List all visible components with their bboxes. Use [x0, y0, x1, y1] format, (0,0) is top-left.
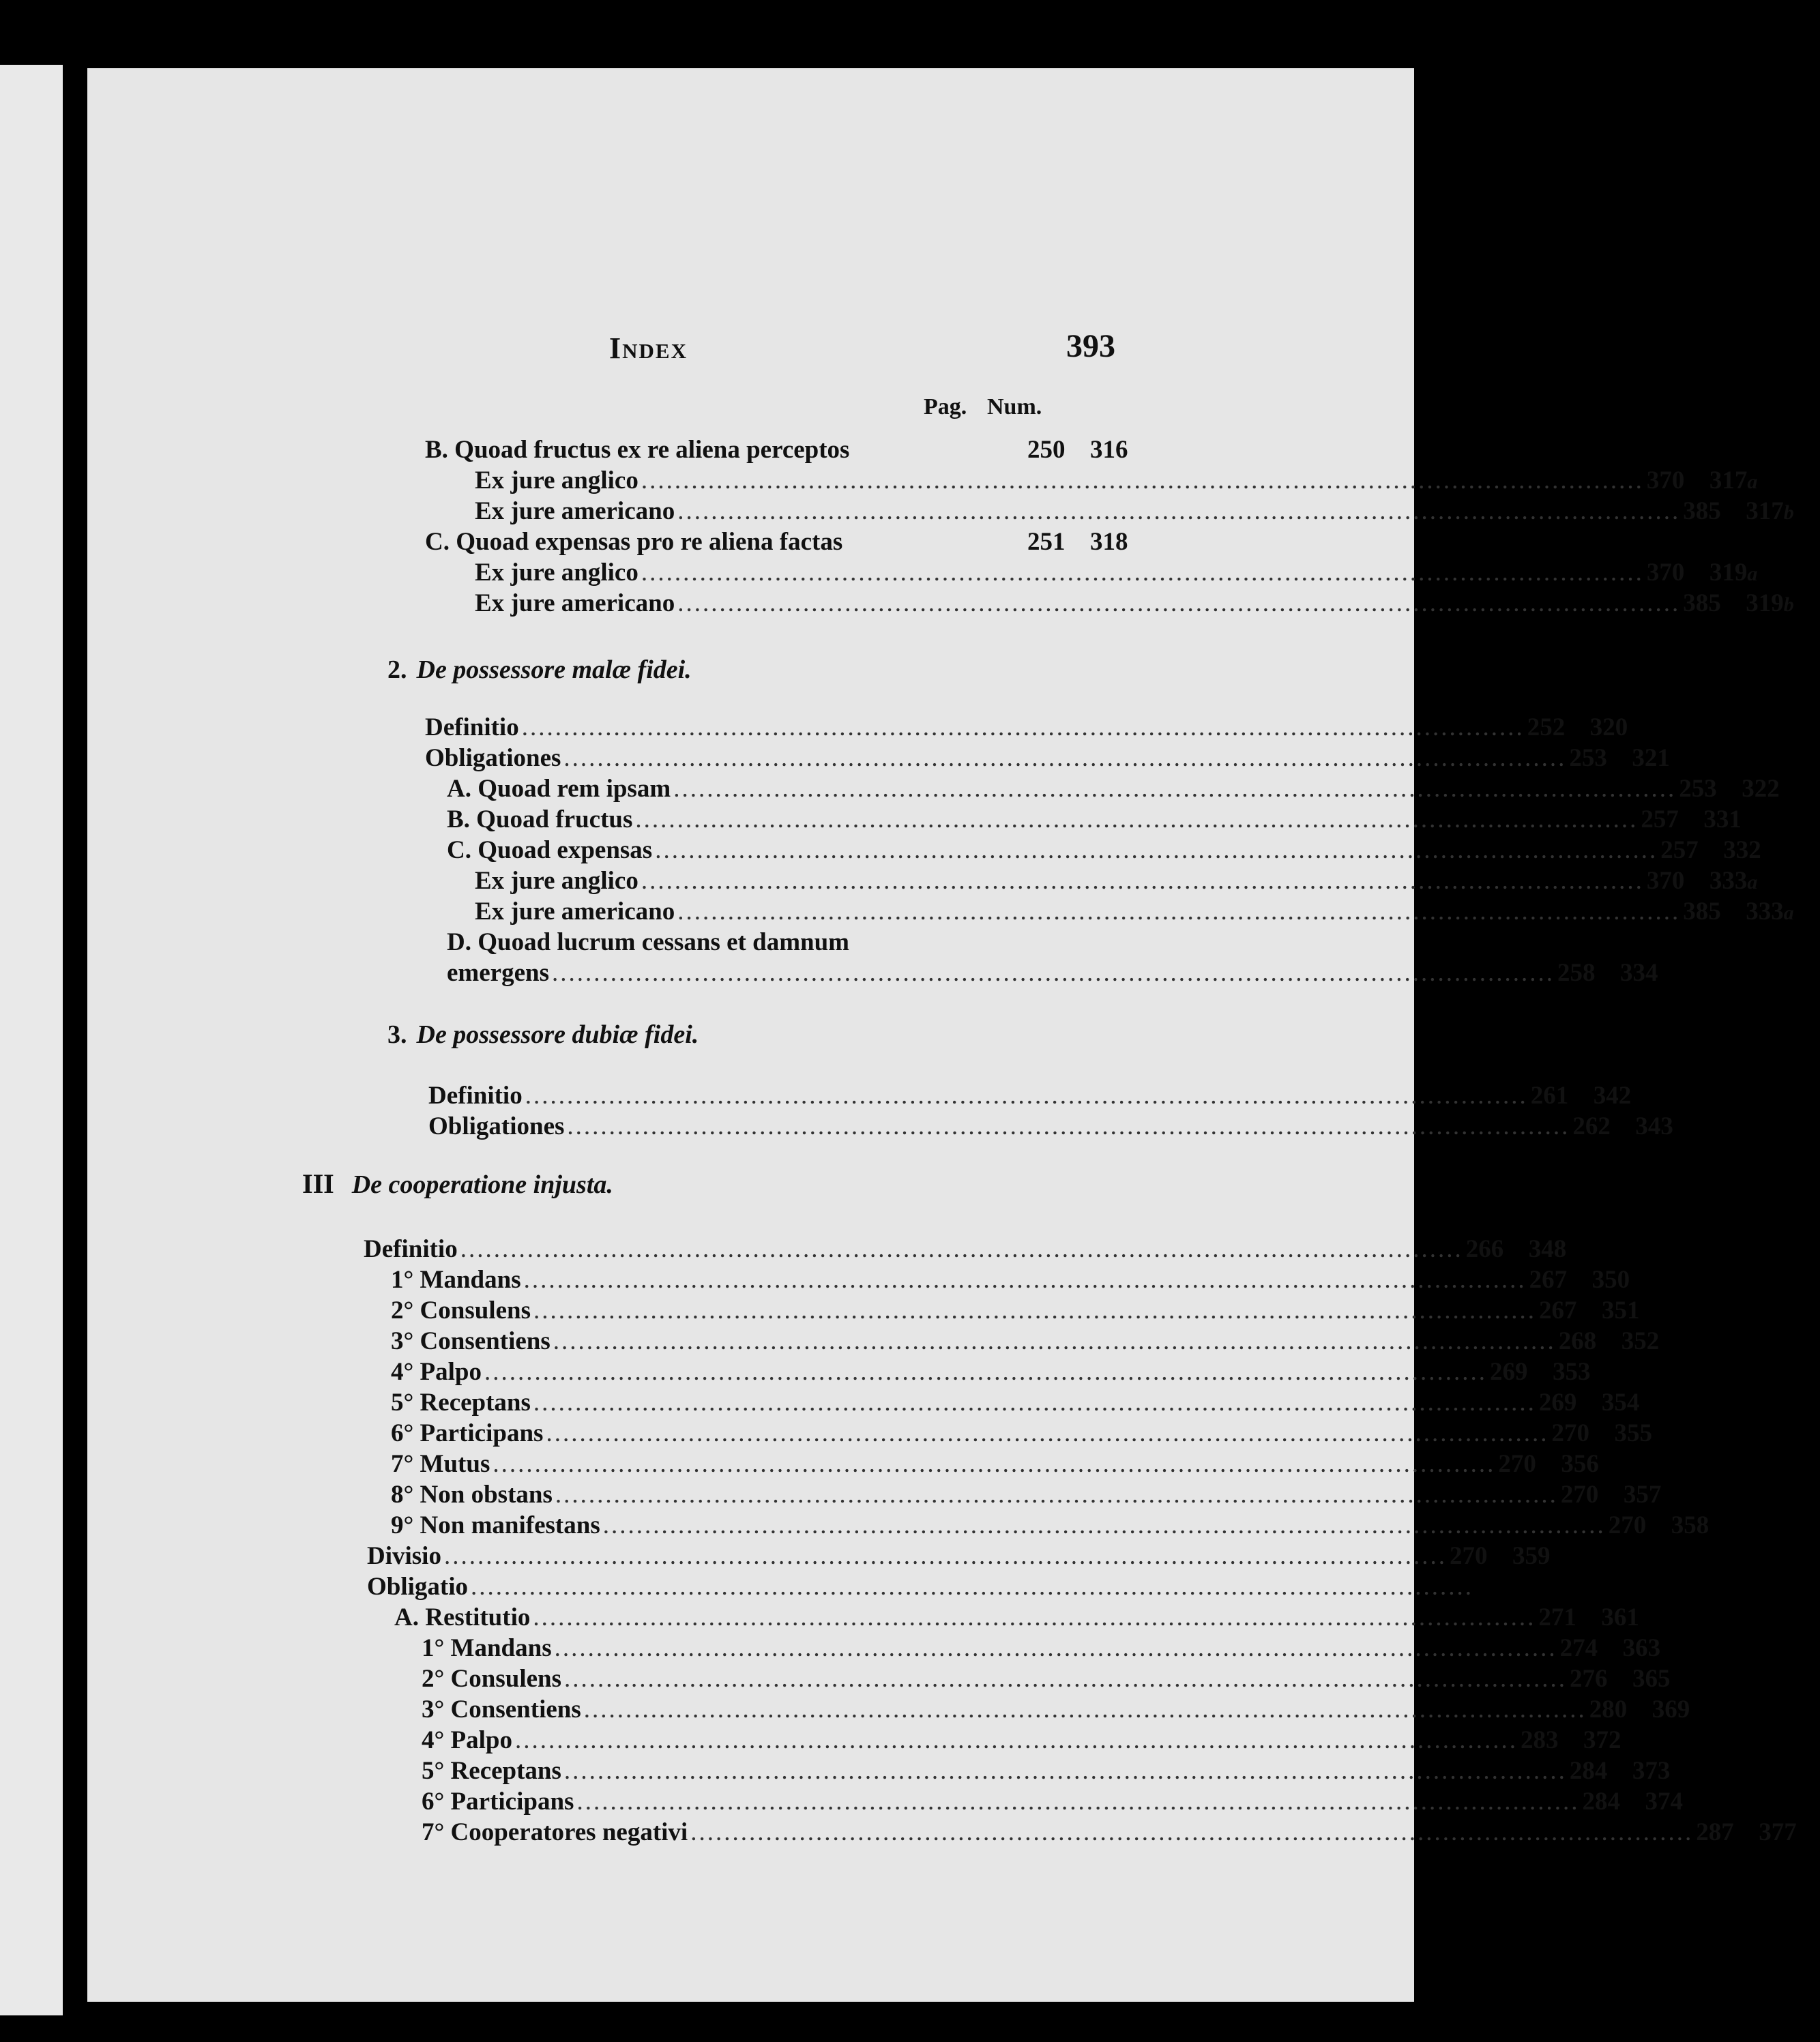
index-entry — [391, 1511, 1709, 1541]
entry-number-value: 321 — [1632, 744, 1670, 772]
leader-dots: ........................................................................................................................ — [635, 805, 1639, 833]
entry-page: 268 — [1558, 1327, 1597, 1355]
entry-number-value: 317 — [1709, 467, 1748, 494]
entry-number-value: 333 — [1746, 898, 1784, 926]
leader-dots: ........................................................................................................................ — [563, 1757, 1567, 1785]
entry-label: 7° Cooperatores negativi — [422, 1818, 688, 1846]
entry-page: 262 — [1572, 1112, 1611, 1140]
entry-number-value: 365 — [1632, 1665, 1671, 1693]
entry-label: 4° Palpo — [391, 1358, 482, 1386]
entry-page: 270 — [1498, 1450, 1536, 1478]
section-number: 3. — [387, 1020, 407, 1049]
entry-number-suffix: a — [1747, 563, 1758, 585]
entry-page: 284 — [1569, 1757, 1608, 1785]
entry-page: 283 — [1521, 1726, 1559, 1754]
column-header-page: Pag. — [924, 394, 967, 419]
entry-label: Ex jure anglico — [475, 559, 639, 587]
index-entry — [422, 1726, 1621, 1756]
entry-label: Ex jure americano — [475, 898, 675, 926]
index-entry — [391, 1357, 1591, 1387]
leader-dots: ........................................................................................................................ — [564, 1665, 1567, 1693]
leader-dots: ........................................................................................................................ — [576, 1788, 1580, 1816]
entry-number-value: 358 — [1671, 1511, 1709, 1539]
entry-number — [1635, 1112, 1697, 1141]
leader-dots: ........................................................................................................................ — [567, 1112, 1570, 1140]
index-entry — [475, 897, 1794, 927]
entry-page: 253 — [1679, 775, 1717, 803]
entry-page: 287 — [1696, 1818, 1734, 1846]
index-entry — [422, 1818, 1797, 1848]
entry-label: emergens — [447, 959, 549, 987]
index-entry — [447, 958, 1658, 988]
entry-label: Ex jure anglico — [475, 867, 639, 895]
entry-number-value: 332 — [1723, 836, 1761, 864]
index-entry — [367, 1572, 1474, 1602]
index-entry — [447, 835, 1761, 865]
entry-page: 258 — [1557, 959, 1596, 987]
entry-number — [1709, 866, 1771, 896]
entry-page: 274 — [1559, 1634, 1598, 1662]
entry-page: 385 — [1683, 898, 1721, 926]
leader-dots: ........................................................................................................................ — [555, 1481, 1558, 1509]
entry-label: Definitio — [364, 1235, 458, 1263]
entry-number — [1746, 589, 1807, 618]
entry-label: B. Quoad fructus ex re aliena perceptos — [425, 436, 850, 464]
entry-number — [1594, 1081, 1655, 1110]
entry-number — [1090, 527, 1151, 557]
leader-dots: ........................................................................................................................ — [673, 775, 1677, 803]
facing-page-edge — [0, 65, 63, 2015]
leader-dots: ........................................................................................................................ — [583, 1696, 1587, 1723]
entry-label: 6° Participans — [391, 1419, 544, 1447]
entry-number-value: 374 — [1645, 1788, 1683, 1816]
index-entry — [422, 1695, 1690, 1725]
entry-page: 370 — [1646, 467, 1685, 494]
index-entry — [422, 1787, 1683, 1817]
leader-dots: ........................................................................................................................ — [641, 559, 1644, 587]
section-title: De possessore dubiæ fidei. — [416, 1020, 699, 1049]
entry-label: 6° Participans — [422, 1788, 574, 1816]
index-entry — [367, 1541, 1551, 1571]
index-entry — [391, 1480, 1662, 1510]
entry-label: Ex jure anglico — [475, 467, 639, 494]
entry-number — [1614, 1419, 1675, 1448]
index-entry — [475, 558, 1758, 588]
entry-number-value: 377 — [1759, 1818, 1797, 1846]
entry-label: 2° Consulens — [391, 1297, 531, 1325]
entry-page: 266 — [1465, 1235, 1504, 1263]
entry-page: 267 — [1539, 1297, 1577, 1325]
entry-number-value: 373 — [1632, 1757, 1671, 1785]
entry-page: 252 — [1527, 713, 1566, 741]
section-number: 2. — [387, 655, 407, 684]
entry-number — [1583, 1726, 1645, 1755]
entry-label: 5° Receptans — [391, 1389, 531, 1417]
entry-number-value: 361 — [1601, 1603, 1639, 1631]
index-entry — [447, 805, 1742, 835]
leader-dots: ........................................................................................................................ — [484, 1358, 1488, 1386]
entry-page: 253 — [1569, 744, 1607, 772]
entry-number — [1709, 558, 1771, 587]
index-entry — [475, 589, 1794, 619]
leader-dots: ........................................................................................................................ — [554, 1634, 1557, 1662]
entry-number — [1620, 958, 1682, 988]
index-entry — [475, 466, 1758, 496]
entry-page: 385 — [1683, 589, 1721, 617]
entry-number — [1645, 1787, 1706, 1816]
index-entry — [475, 497, 1794, 527]
entry-number — [1623, 1633, 1684, 1663]
page-number: 393 — [1066, 328, 1115, 364]
entry-number — [1624, 1480, 1685, 1509]
entry-label: Ex jure americano — [475, 497, 675, 525]
index-entry — [391, 1449, 1599, 1479]
entry-number-value: 355 — [1614, 1419, 1652, 1447]
entry-number-value: 350 — [1591, 1266, 1630, 1294]
entry-label: A. Quoad rem ipsam — [447, 775, 671, 803]
entry-number-value: 316 — [1090, 436, 1128, 464]
leader-dots: ........................................................................................................................ — [525, 1082, 1528, 1110]
entry-number — [1746, 497, 1807, 526]
entry-number-value: 363 — [1622, 1634, 1661, 1662]
entry-number — [1652, 1695, 1714, 1724]
entry-page: 280 — [1589, 1696, 1628, 1723]
leader-dots: ........................................................................................................................ — [546, 1419, 1549, 1447]
leader-dots: ........................................................................................................................ — [460, 1235, 1463, 1263]
index-entry — [425, 435, 1151, 465]
index-entry — [425, 743, 1670, 773]
section-title: De cooperatione injusta. — [351, 1170, 613, 1199]
entry-number-value: 322 — [1742, 775, 1780, 803]
index-entry — [475, 866, 1758, 896]
leader-dots: ........................................................................................................................ — [563, 744, 1567, 772]
entry-label: 1° Mandans — [422, 1634, 552, 1662]
entry-number-suffix: b — [1783, 501, 1794, 524]
leader-dots: ........................................................................................................................ — [690, 1818, 1694, 1846]
entry-number — [1561, 1449, 1622, 1479]
entry-number-value: 357 — [1623, 1481, 1662, 1509]
entry-page: 250 — [1027, 436, 1066, 464]
entry-number — [1632, 743, 1693, 773]
index-entry — [447, 928, 1151, 958]
index-entry — [391, 1388, 1640, 1418]
book-page — [87, 68, 1797, 2002]
entry-number — [1601, 1603, 1662, 1632]
leader-dots: ........................................................................................................................ — [602, 1511, 1606, 1539]
index-entry — [422, 1633, 1661, 1663]
entry-number-suffix: b — [1783, 593, 1794, 616]
entry-label: 7° Mutus — [391, 1450, 490, 1478]
index-entry — [425, 713, 1628, 743]
entry-page: 269 — [1490, 1358, 1528, 1386]
entry-label: C. Quoad expensas — [447, 836, 653, 864]
entry-page: 270 — [1560, 1481, 1599, 1509]
leader-dots: ........................................................................................................................ — [552, 959, 1555, 987]
section-title: De possessore malæ fidei. — [416, 655, 692, 684]
entry-number — [1746, 897, 1807, 926]
leader-dots: ........................................................................................................................ — [533, 1603, 1536, 1631]
entry-page: 385 — [1683, 497, 1721, 525]
entry-label: Divisio — [367, 1542, 441, 1570]
entry-page: 267 — [1529, 1266, 1568, 1294]
entry-number — [1723, 835, 1785, 865]
column-header-number: Num. — [987, 394, 1042, 419]
entry-label: Definitio — [425, 713, 519, 741]
entry-label: 9° Non manifestans — [391, 1511, 600, 1539]
entry-number — [1621, 1327, 1683, 1356]
entry-label: 5° Receptans — [422, 1757, 561, 1785]
entry-number-value: 334 — [1620, 959, 1658, 987]
entry-label: Obligatio — [367, 1573, 469, 1601]
entry-number-value: 353 — [1553, 1358, 1591, 1386]
entry-number — [1703, 805, 1765, 834]
entry-page: 284 — [1582, 1788, 1620, 1816]
index-entry — [394, 1603, 1639, 1633]
entry-number-value: 352 — [1621, 1327, 1660, 1355]
leader-dots: ........................................................................................................................ — [655, 836, 1658, 864]
entry-number-suffix: a — [1783, 902, 1794, 924]
leader-dots: ........................................................................................................................ — [521, 713, 1525, 741]
entry-number — [1592, 1265, 1654, 1294]
index-entry — [391, 1296, 1640, 1326]
entry-number — [1632, 1756, 1694, 1786]
entry-label: 1° Mandans — [391, 1266, 521, 1294]
section-heading — [387, 1020, 699, 1050]
leader-dots: ........................................................................................................................ — [641, 867, 1644, 895]
entry-label: B. Quoad fructus — [447, 805, 633, 833]
entry-label: 4° Palpo — [422, 1726, 513, 1754]
entry-number-value: 343 — [1635, 1112, 1673, 1140]
leader-dots: ........................................................................................................................ — [677, 497, 1681, 525]
running-title: Index — [609, 331, 688, 365]
entry-page: 251 — [1027, 528, 1066, 556]
index-entry — [391, 1265, 1630, 1295]
entry-number — [1742, 774, 1803, 803]
entry-number-value: 320 — [1589, 713, 1628, 741]
index-entry — [391, 1419, 1652, 1449]
section-number: III — [302, 1168, 334, 1199]
entry-number — [1759, 1818, 1820, 1847]
leader-dots: ........................................................................................................................ — [677, 589, 1681, 617]
entry-label: 3° Consentiens — [422, 1696, 581, 1723]
entry-page: 270 — [1449, 1542, 1488, 1570]
entry-number-value: 317 — [1746, 497, 1784, 525]
leader-dots: ........................................................................................................................ — [533, 1389, 1536, 1417]
leader-dots: ........................................................................................................................ — [471, 1573, 1474, 1601]
section-heading — [387, 655, 692, 685]
entry-page: 257 — [1660, 836, 1699, 864]
entry-number-value: 319 — [1709, 559, 1748, 587]
entry-number-value: 333 — [1709, 867, 1748, 895]
entry-number — [1709, 466, 1771, 495]
entry-number-value: 318 — [1090, 528, 1128, 556]
index-entry — [447, 774, 1780, 804]
entry-label: Definitio — [428, 1082, 523, 1110]
entry-page: 269 — [1538, 1389, 1577, 1417]
entry-number-value: 372 — [1583, 1726, 1621, 1754]
index-entry — [425, 527, 1151, 557]
entry-label: Ex jure americano — [475, 589, 675, 617]
entry-page: 370 — [1646, 559, 1685, 587]
entry-page: 270 — [1551, 1419, 1589, 1447]
entry-number — [1602, 1296, 1663, 1325]
entry-number — [1590, 713, 1652, 742]
entry-number — [1512, 1541, 1574, 1571]
entry-number-value: 369 — [1652, 1696, 1690, 1723]
entry-label: D. Quoad lucrum cessans et damnum — [447, 928, 849, 956]
leader-dots: ........................................................................................................................ — [641, 467, 1644, 494]
leader-dots: ........................................................................................................................ — [553, 1327, 1556, 1355]
entry-number-value: 348 — [1528, 1235, 1567, 1263]
index-entry — [422, 1664, 1671, 1694]
index-entry — [391, 1327, 1660, 1357]
entry-label: Obligationes — [428, 1112, 565, 1140]
entry-number-value: 319 — [1746, 589, 1784, 617]
entry-number-value: 331 — [1703, 805, 1742, 833]
index-entry — [364, 1234, 1567, 1264]
entry-number-suffix: a — [1747, 471, 1758, 493]
entry-page: 271 — [1538, 1603, 1576, 1631]
entry-label: Obligationes — [425, 744, 561, 772]
entry-number — [1090, 435, 1151, 464]
entry-number-value: 351 — [1602, 1297, 1640, 1325]
leader-dots: ........................................................................................................................ — [533, 1297, 1536, 1325]
entry-label: 3° Consentiens — [391, 1327, 551, 1355]
entry-page: 270 — [1608, 1511, 1647, 1539]
entry-page: 370 — [1646, 867, 1685, 895]
entry-number-value: 356 — [1561, 1450, 1599, 1478]
entry-number — [1553, 1357, 1614, 1387]
entry-number-value: 354 — [1601, 1389, 1640, 1417]
entry-number-value: 342 — [1593, 1082, 1632, 1110]
leader-dots: ........................................................................................................................ — [515, 1726, 1518, 1754]
index-entry — [428, 1081, 1632, 1111]
entry-label: 2° Consulens — [422, 1665, 561, 1693]
leader-dots: ........................................................................................................................ — [443, 1542, 1447, 1570]
entry-label: C. Quoad expensas pro re aliena factas — [425, 528, 843, 556]
entry-number-suffix: a — [1747, 871, 1758, 893]
leader-dots: ........................................................................................................................ — [493, 1450, 1496, 1478]
entry-label: A. Restitutio — [394, 1603, 531, 1631]
entry-number — [1602, 1388, 1663, 1417]
entry-number — [1632, 1664, 1694, 1693]
leader-dots: ........................................................................................................................ — [523, 1266, 1527, 1294]
entry-page: 261 — [1530, 1082, 1569, 1110]
entry-label: 8° Non obstans — [391, 1481, 553, 1509]
index-entry — [422, 1756, 1671, 1786]
entry-number — [1529, 1234, 1590, 1264]
leader-dots: ........................................................................................................................ — [677, 898, 1681, 926]
entry-page: 257 — [1641, 805, 1679, 833]
entry-number-value: 359 — [1512, 1542, 1551, 1570]
page-header — [87, 327, 1414, 368]
index-entry — [428, 1112, 1673, 1142]
entry-number — [1671, 1511, 1733, 1540]
entry-page: 276 — [1570, 1665, 1608, 1693]
section-heading — [302, 1168, 613, 1200]
